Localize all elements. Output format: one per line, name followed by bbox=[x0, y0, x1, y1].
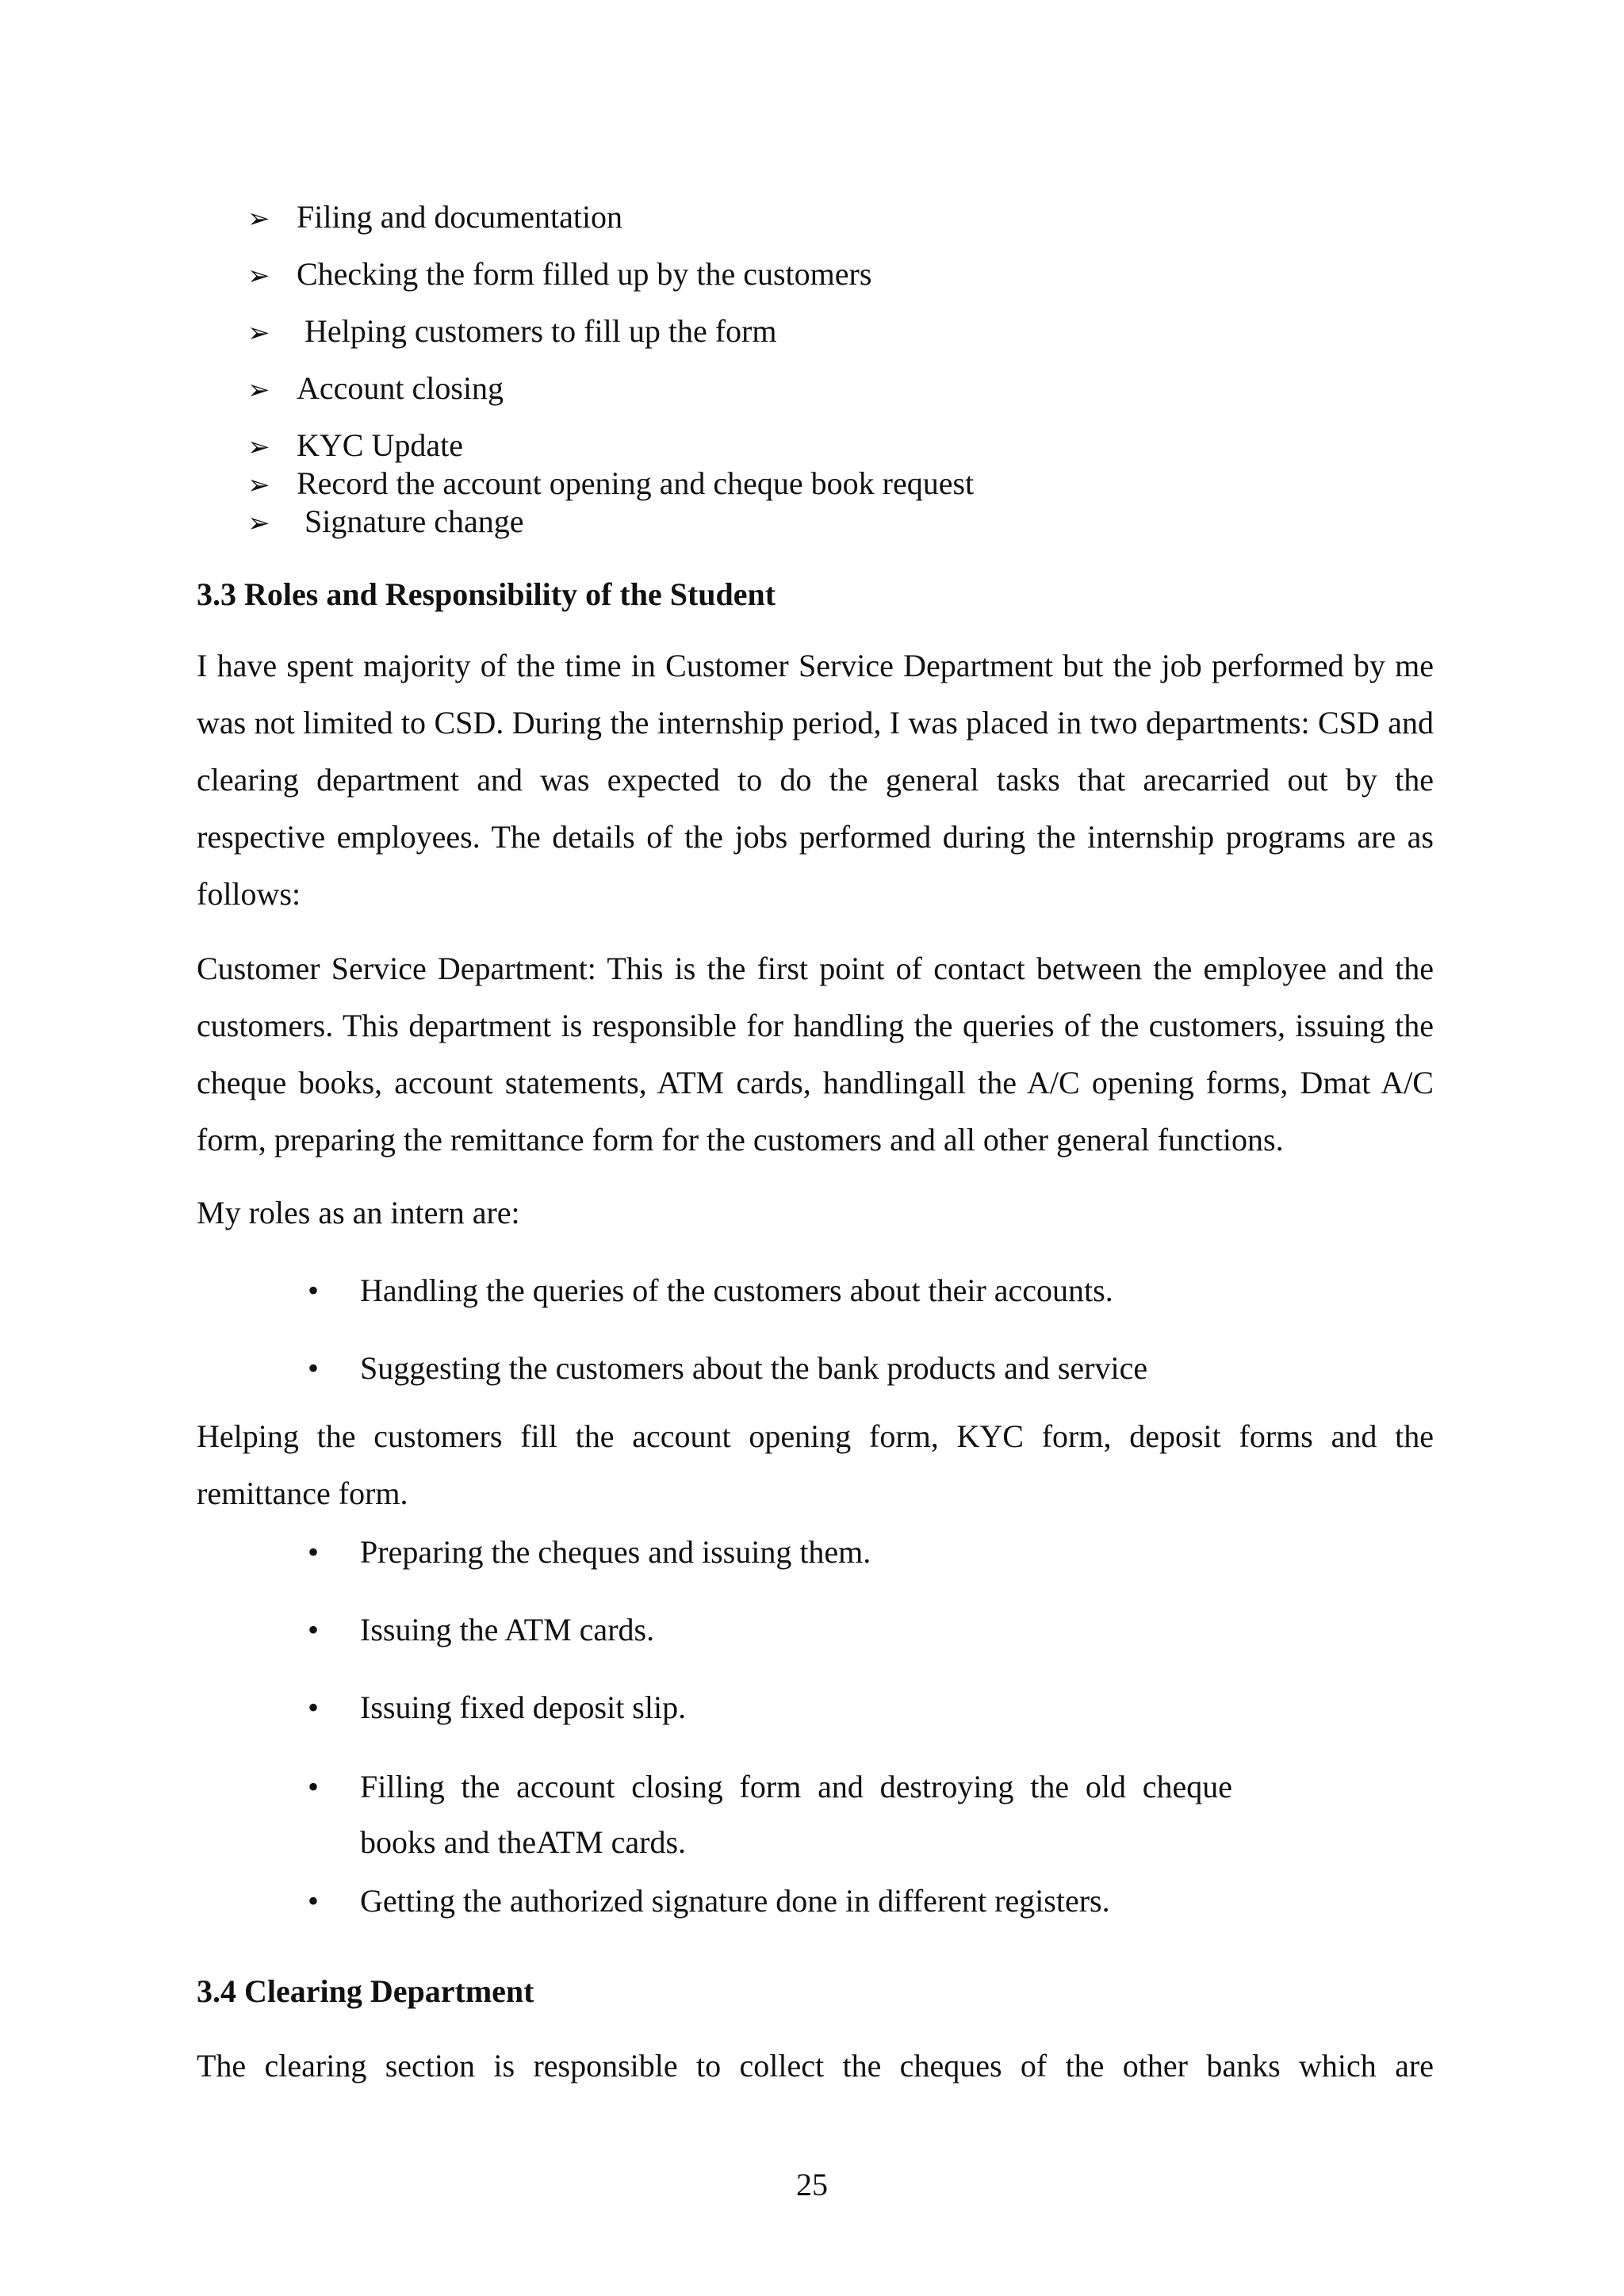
arrow-bullet-icon: ➢ bbox=[247, 317, 270, 349]
bullet-list-item bbox=[308, 1272, 1113, 1310]
page-number: 25 bbox=[796, 2167, 828, 2202]
bullet-list-item bbox=[308, 1533, 871, 1571]
arrow-list-text: Checking the form filled up by the customers bbox=[297, 256, 872, 292]
section-heading-3-4: 3.4 Clearing Department bbox=[197, 1973, 534, 2009]
arrow-list-text: Filing and documentation bbox=[297, 199, 623, 235]
helping-paragraph: Helping the customers fill the account opening form, KYC form, deposit forms and the remittance form. bbox=[197, 1418, 1434, 1511]
bullet-dot-icon: • bbox=[308, 1612, 320, 1647]
arrow-bullet-icon: ➢ bbox=[247, 507, 270, 539]
arrow-list-text: Signature change bbox=[297, 503, 524, 539]
bullet-list-item bbox=[308, 1689, 686, 1727]
clearing-paragraph: The clearing section is responsible to collect the cheques of the other banks which are bbox=[197, 2048, 1434, 2084]
bullet-text: Suggesting the customers about the bank products and service bbox=[360, 1350, 1148, 1386]
bullet-dot-icon: • bbox=[308, 1534, 320, 1570]
bullet-text: Getting the authorized signature done in different registers. bbox=[360, 1883, 1110, 1919]
bullet-list-item bbox=[308, 1349, 1147, 1387]
csd-paragraph: Customer Service Department: This is the first point of contact between the employee and the customers. This department is responsible for handling the queries of the customers, issuing the cheque books, account statements, ATM cards, handlingall the A/C opening forms, Dmat A/C form, preparing the remittance form for the customers and all other general functions. bbox=[197, 951, 1434, 1158]
arrow-bullet-icon: ➢ bbox=[247, 469, 270, 501]
bullet-dot-icon: • bbox=[308, 1350, 320, 1386]
bullet-text: Issuing the ATM cards. bbox=[360, 1612, 655, 1647]
bullet-list-item bbox=[308, 1882, 1110, 1920]
arrow-bullet-icon: ➢ bbox=[247, 374, 270, 406]
arrow-list-item bbox=[247, 255, 871, 295]
bullet-dot-icon: • bbox=[308, 1769, 320, 1804]
arrow-list-item bbox=[247, 198, 622, 238]
bullet-dot-icon: • bbox=[308, 1272, 320, 1308]
arrow-bullet-icon: ➢ bbox=[247, 203, 270, 235]
arrow-list-text: Account closing bbox=[297, 370, 504, 406]
bullet-text: Handling the queries of the customers about their accounts. bbox=[360, 1272, 1113, 1308]
bullet-list-item bbox=[308, 1611, 654, 1649]
section-heading-3-3: 3.3 Roles and Responsibility of the Student bbox=[197, 576, 776, 612]
bullet-dot-icon: • bbox=[308, 1883, 320, 1919]
roles-intro: My roles as an intern are: bbox=[197, 1195, 520, 1230]
arrow-list-item bbox=[247, 369, 504, 409]
arrow-bullet-icon: ➢ bbox=[247, 431, 270, 463]
arrow-list-item bbox=[247, 503, 524, 542]
arrow-list-item bbox=[247, 427, 463, 466]
bullet-text: Preparing the cheques and issuing them. bbox=[360, 1534, 871, 1570]
bullet-text: Issuing fixed deposit slip. bbox=[360, 1689, 687, 1725]
roles-paragraph: I have spent majority of the time in Customer Service Department but the job performed by me was not limited to CSD. During the internship period, I was placed in two departments: CSD and clearing department and was expected to do the general tasks that arecarried out by the respective employees. The details of the jobs performed during the internship programs are as follows: bbox=[197, 648, 1434, 912]
arrow-list-text: KYC Update bbox=[297, 427, 463, 463]
arrow-bullet-icon: ➢ bbox=[247, 260, 270, 292]
bullet-dot-icon: • bbox=[308, 1689, 320, 1725]
bullet-text: Filling the account closing form and destroying the old cheque books and theATM cards. bbox=[360, 1769, 1232, 1860]
arrow-list-item bbox=[247, 312, 776, 352]
arrow-list-text: Record the account opening and cheque book request bbox=[297, 465, 975, 501]
arrow-list-item bbox=[247, 465, 974, 504]
arrow-list-text: Helping customers to fill up the form bbox=[297, 313, 777, 349]
